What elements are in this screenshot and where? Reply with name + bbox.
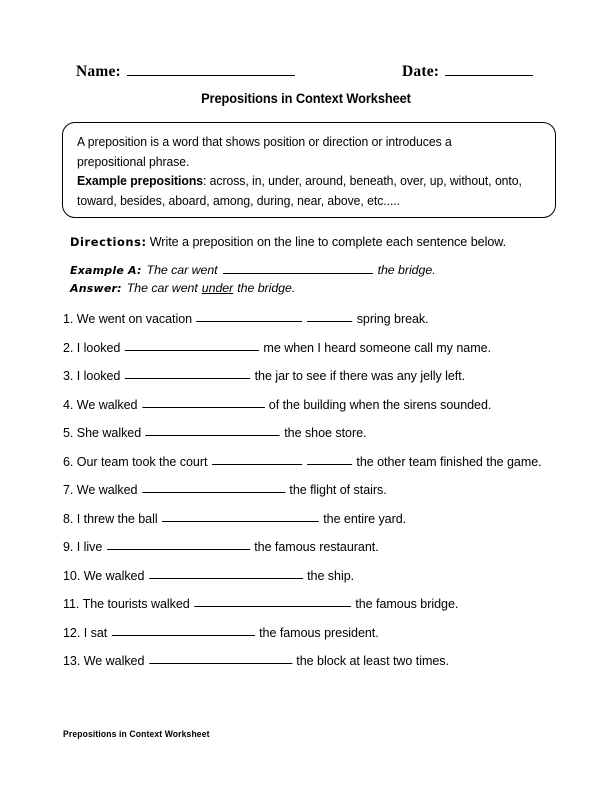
question-number: 13. [63,653,81,668]
question-item [63,481,553,498]
question-item [63,538,553,555]
question-text-before-blank: We walked [73,396,141,412]
question-item [63,567,553,584]
example-after-text: the bridge. [377,263,436,277]
directions-row [70,233,506,251]
question-number: 3. [63,368,74,383]
example-before-text: The car went [146,263,218,277]
directions-text: Write a preposition on the line to complete each sentence below. [149,235,507,249]
question-number: 9. [63,539,74,554]
question-text-before-blank: She walked [73,425,145,440]
question-text-after-blank: the block at least two times. [292,653,449,668]
question-text-before-blank: I sat [80,624,111,640]
date-write-line[interactable] [445,62,533,76]
answer-blank-line[interactable] [307,309,352,322]
question-text-after-blank: the jar to see if there was any jelly left. [251,368,466,383]
question-item [63,624,553,641]
question-text-before-blank: We walked [80,653,148,668]
question-number: 12. [63,624,81,640]
question-item [63,396,553,413]
question-text-after-blank: the ship. [303,567,355,583]
answer-blank-line[interactable] [142,480,285,493]
answer-blank-line[interactable] [146,423,280,436]
example-block [70,261,540,301]
name-label: Name: [76,63,121,80]
answer-row [70,281,540,301]
answer-after-text: the bridge. [237,281,296,295]
question-item [63,367,553,384]
answer-blank-line[interactable] [162,509,319,522]
question-text-before-blank: I live [73,539,106,554]
page-title: Prepositions in Context Worksheet [201,91,411,106]
question-text-after-blank: me when I heard someone call my name. [259,339,491,355]
question-text-after-blank: the entire yard. [319,510,407,526]
question-text-before-blank: We went on vacation [73,311,196,326]
question-item [63,510,553,527]
question-number: 4. [63,396,74,412]
question-text-after-blank: the famous president. [255,624,379,640]
definition-line-2: prepositional phrase. [77,154,190,169]
header-row [62,62,552,88]
answer-blank-line[interactable] [125,338,259,351]
question-item [63,424,553,441]
answer-blank-line[interactable] [194,594,351,607]
answer-blank-line[interactable] [196,309,302,322]
question-text-before-blank: I looked [73,368,124,383]
example-prepositions-line-1 [77,172,528,192]
question-text-after-blank: the flight of stairs. [285,482,387,497]
answer-blank-line[interactable] [149,651,292,664]
question-item [63,595,553,612]
question-number: 5. [63,425,74,440]
questions-list [63,310,563,681]
footer-text: Prepositions in Context Worksheet [63,729,210,739]
date-label: Date: [402,63,440,80]
question-item [63,453,553,470]
question-text-after-blank: the famous bridge. [351,596,459,611]
question-text-before-blank: Our team took the court [73,453,211,469]
question-text-before-blank: I threw the ball [73,510,162,526]
question-number: 1. [63,311,74,326]
question-item [63,339,553,356]
question-text-before-blank: I looked [73,339,124,355]
question-text-after-blank: the other team finished the game. [352,453,542,469]
definition-box [62,122,556,218]
answer-blank-line[interactable] [112,623,255,636]
question-number: 10. [63,567,81,583]
question-number: 7. [63,482,74,497]
example-prepositions-label: Example prepositions [77,174,203,188]
name-field-group [76,62,295,81]
question-text-before-blank: We walked [80,567,148,583]
question-text-before-blank: We walked [73,482,141,497]
answer-word: under [201,281,234,295]
answer-blank-line[interactable] [149,566,303,579]
directions-label: Directions: [70,235,147,249]
answer-blank-line[interactable] [107,537,250,550]
example-prepositions-text: : across, in, under, around, beneath, over, up, without, onto, [202,174,522,188]
date-field-group [402,62,533,81]
answer-blank-line[interactable] [212,452,302,465]
question-item [63,652,553,669]
answer-before-text: The car went [126,281,198,295]
question-text-before-blank: The tourists walked [79,596,194,611]
example-blank-line[interactable] [223,261,373,274]
example-label: Example A: [70,264,142,277]
question-text-after-blank: the shoe store. [280,425,367,440]
question-number: 8. [63,510,74,526]
example-row [70,261,540,281]
definition-line-1: A preposition is a word that shows position or direction or introduces a [77,135,452,149]
question-item [63,310,553,327]
question-text-after-blank: of the building when the sirens sounded. [265,396,492,412]
name-write-line[interactable] [127,62,295,76]
question-number: 6. [63,453,74,469]
answer-label: Answer: [70,282,122,295]
example-prepositions-line-2: toward, besides, aboard, among, during, near, above, etc..... [77,193,401,208]
answer-blank-line[interactable] [307,452,352,465]
question-text-after-blank: the famous restaurant. [250,539,379,554]
answer-blank-line[interactable] [142,395,265,408]
question-number: 2. [63,339,74,355]
question-number: 11. [63,596,80,611]
answer-blank-line[interactable] [125,366,250,379]
question-text-after-blank: spring break. [353,311,429,326]
